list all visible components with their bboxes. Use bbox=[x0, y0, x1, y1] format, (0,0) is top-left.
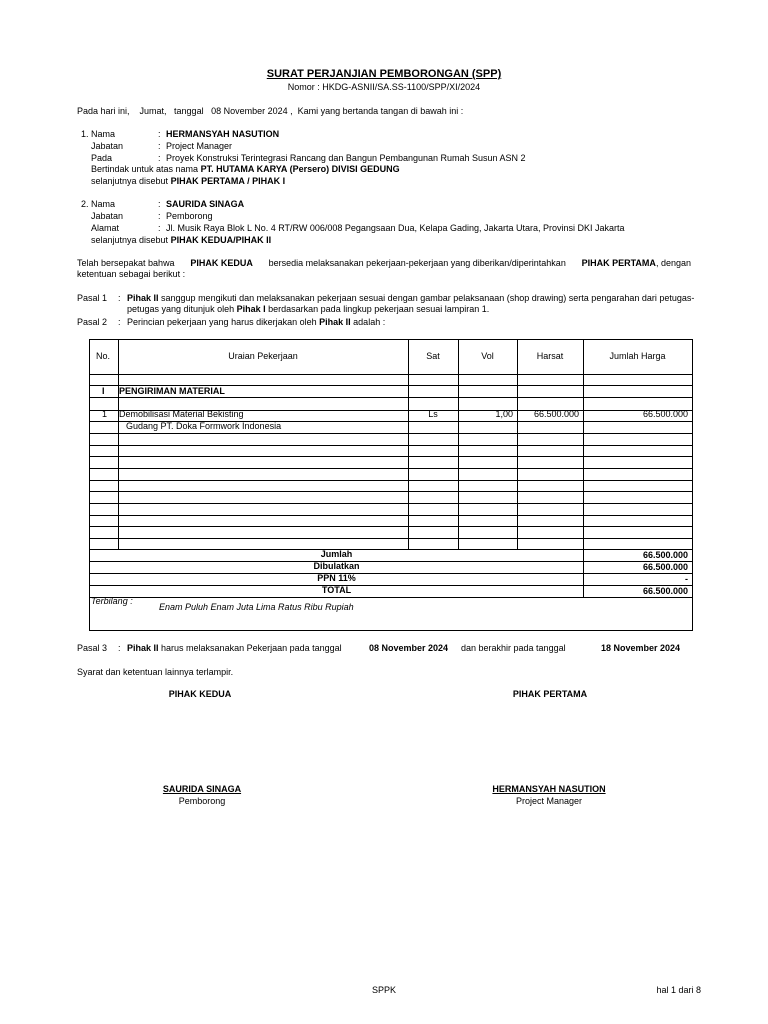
party-one-pada-label: Pada bbox=[91, 153, 113, 163]
terbilang-value: Enam Puluh Enam Juta Lima Ratus Ribu Rupiah bbox=[159, 602, 354, 612]
party-one-pada: Proyek Konstruksi Terintegrasi Rancang dan Bangun Pembangunan Rumah Susun ASN 2 bbox=[166, 153, 526, 163]
signature-right-title: Project Manager bbox=[515, 796, 583, 806]
party-two-disebut bbox=[91, 235, 271, 245]
table-column-line bbox=[118, 340, 119, 549]
jumlah-value: 66.500.000 bbox=[642, 550, 688, 560]
signature-right-name: HERMANSYAH NASUTION bbox=[492, 784, 606, 794]
header-uraian: Uraian Pekerjaan bbox=[228, 351, 298, 361]
dibulatkan-label: Dibulatkan bbox=[313, 561, 360, 571]
intro-text: Pada hari ini, Jumat, tanggal 08 November 2024 , Kami yang bertanda tangan di bawah ini : bbox=[77, 106, 464, 116]
pasal-3-start-date: 08 November 2024 bbox=[369, 643, 449, 653]
signature-left-title: Pemborong bbox=[178, 796, 226, 806]
party-two-name: SAURIDA SINAGA bbox=[166, 199, 245, 209]
signature-left-name: SAURIDA SINAGA bbox=[162, 784, 242, 794]
total-label: TOTAL bbox=[321, 585, 352, 595]
table-row-line bbox=[90, 374, 692, 375]
page-number: hal 1 dari 8 bbox=[656, 985, 701, 995]
pasal-1-line-1 bbox=[127, 293, 694, 303]
pasal-2-text-part: adalah : bbox=[353, 317, 386, 327]
agreement-pihak-kedua: PIHAK KEDUA bbox=[190, 258, 253, 268]
row-vol: 1,00 bbox=[495, 409, 513, 419]
disebut-prefix: selanjutnya disebut bbox=[91, 176, 169, 186]
table-row-line bbox=[90, 526, 692, 527]
table-row-line bbox=[90, 397, 692, 398]
pihak-i: Pihak I bbox=[236, 304, 266, 314]
table-row-line bbox=[90, 538, 692, 539]
pasal-1-label: Pasal 1 bbox=[77, 293, 108, 303]
ppn-label: PPN 11% bbox=[317, 573, 356, 583]
pasal-1-text: berdasarkan pada lingkup pekerjaan sesuai lampiran 1. bbox=[268, 304, 490, 314]
table-column-line bbox=[517, 340, 518, 549]
table-row-line bbox=[90, 597, 692, 598]
agreement-line-1 bbox=[77, 258, 691, 268]
total-value: 66.500.000 bbox=[642, 586, 688, 596]
section-title: PENGIRIMAN MATERIAL bbox=[119, 386, 225, 396]
header-harsat: Harsat bbox=[536, 351, 564, 361]
party-one-name: HERMANSYAH NASUTION bbox=[166, 129, 280, 139]
ppn-value: - bbox=[685, 574, 688, 584]
agreement-text: Telah bersepakat bahwa bbox=[77, 258, 175, 268]
colon: : bbox=[158, 129, 161, 139]
colon: : bbox=[158, 211, 161, 221]
document-title: SURAT PERJANJIAN PEMBORONGAN (SPP) bbox=[266, 68, 502, 80]
row-sat: Ls bbox=[428, 409, 438, 419]
header-no: No. bbox=[96, 351, 111, 361]
jumlah-label: Jumlah bbox=[320, 549, 353, 559]
signature-right-role: PIHAK PERTAMA bbox=[512, 689, 588, 699]
table-row-line bbox=[90, 491, 692, 492]
row-jumlah: 66.500.000 bbox=[642, 409, 688, 419]
disebut-prefix: selanjutnya disebut bbox=[91, 235, 169, 245]
pasal-3-text-part: harus melaksanakan Pekerjaan pada tanggal bbox=[161, 643, 342, 653]
table-row-line bbox=[90, 468, 692, 469]
bertindak-prefix: Bertindak untuk atas nama bbox=[91, 164, 199, 174]
table-row-line bbox=[90, 480, 692, 481]
header-sat: Sat bbox=[426, 351, 440, 361]
party-one-jabatan-label: Jabatan bbox=[91, 141, 124, 151]
pasal-2-text bbox=[127, 317, 385, 327]
agreement-pihak-pertama-group bbox=[582, 258, 691, 268]
row-harsat: 66.500.000 bbox=[533, 409, 579, 419]
header-jumlah: Jumlah Harga bbox=[609, 351, 666, 361]
table-row-line bbox=[90, 503, 692, 504]
agreement-pihak-pertama: PIHAK PERTAMA bbox=[581, 258, 656, 268]
dibulatkan-value: 66.500.000 bbox=[642, 562, 688, 572]
pasal-3-end-date: 18 November 2024 bbox=[601, 643, 681, 653]
party-two-number-label: 2. Nama bbox=[81, 199, 116, 209]
section-number: I bbox=[102, 386, 105, 396]
pihak-ii: Pihak II bbox=[319, 317, 351, 327]
pasal-3-text bbox=[127, 643, 342, 653]
terbilang-label: Terbilang : bbox=[91, 596, 133, 606]
party-two-alamat-label: Alamat bbox=[91, 223, 120, 233]
pasal-3-mid-text: dan berakhir pada tanggal bbox=[461, 643, 566, 653]
table-row-line bbox=[90, 433, 692, 434]
colon: : bbox=[158, 153, 161, 163]
syarat-text: Syarat dan ketentuan lainnya terlampir. bbox=[77, 667, 234, 677]
party-one-jabatan: Project Manager bbox=[166, 141, 233, 151]
agreement-text: bersedia melaksanakan pekerjaan-pekerjaan yang diberikan/diperintahkan bbox=[268, 258, 566, 268]
row-number: 1 bbox=[102, 409, 108, 419]
signature-left-role: PIHAK KEDUA bbox=[168, 689, 232, 699]
work-items-table bbox=[89, 339, 693, 631]
colon: : bbox=[118, 317, 121, 327]
table-row-line bbox=[90, 456, 692, 457]
colon: : bbox=[158, 199, 161, 209]
party-one-designation: PIHAK PERTAMA / PIHAK I bbox=[170, 176, 286, 186]
colon: : bbox=[158, 223, 161, 233]
party-two-jabatan: Pemborong bbox=[166, 211, 213, 221]
party-one-number-label: 1. Nama bbox=[81, 129, 116, 139]
pihak-ii: Pihak II bbox=[127, 293, 159, 303]
table-column-line bbox=[458, 340, 459, 549]
party-two-jabatan-label: Jabatan bbox=[91, 211, 124, 221]
agreement-text: , dengan bbox=[655, 258, 691, 268]
bertindak-company: PT. HUTAMA KARYA (Persero) DIVISI GEDUNG bbox=[200, 164, 400, 174]
pasal-1-text: petugas yang ditunjuk oleh bbox=[127, 304, 235, 314]
table-column-line bbox=[408, 340, 409, 549]
document-number: Nomor : HKDG-ASNII/SA.SS-1100/SPP/XI/2024 bbox=[287, 82, 481, 92]
pasal-1-text: sanggup mengikuti dan melaksanakan pekerjaan sesuai dengan gambar pelaksanaan (shop drawing) serta pengarahan dari petugas- bbox=[161, 293, 695, 303]
header-vol: Vol bbox=[481, 351, 494, 361]
table-row-line bbox=[90, 515, 692, 516]
pihak-ii: Pihak II bbox=[127, 643, 159, 653]
party-one-disebut bbox=[91, 176, 285, 186]
row-uraian: Demobilisasi Material Bekisting bbox=[119, 409, 244, 419]
pasal-2-label: Pasal 2 bbox=[77, 317, 108, 327]
party-two-designation: PIHAK KEDUA/PIHAK II bbox=[170, 235, 272, 245]
pasal-1-line-2 bbox=[127, 304, 489, 314]
party-two-alamat: Jl. Musik Raya Blok L No. 4 RT/RW 006/008 Pegangsaan Dua, Kelapa Gading, Jakarta Utara, Provinsi DKI Jakarta bbox=[166, 223, 625, 233]
footer-label: SPPK bbox=[371, 985, 396, 995]
pasal-3-label: Pasal 3 bbox=[77, 643, 108, 653]
colon: : bbox=[118, 643, 121, 653]
pasal-2-text-part: Perincian pekerjaan yang harus dikerjakan oleh bbox=[127, 317, 317, 327]
agreement-line-2: ketentuan sebagai berikut : bbox=[77, 269, 186, 279]
table-row-line bbox=[90, 445, 692, 446]
colon: : bbox=[118, 293, 121, 303]
party-one-bertindak bbox=[91, 164, 400, 174]
colon: : bbox=[158, 141, 161, 151]
row-uraian-sub: Gudang PT. Doka Formwork Indonesia bbox=[126, 421, 282, 431]
